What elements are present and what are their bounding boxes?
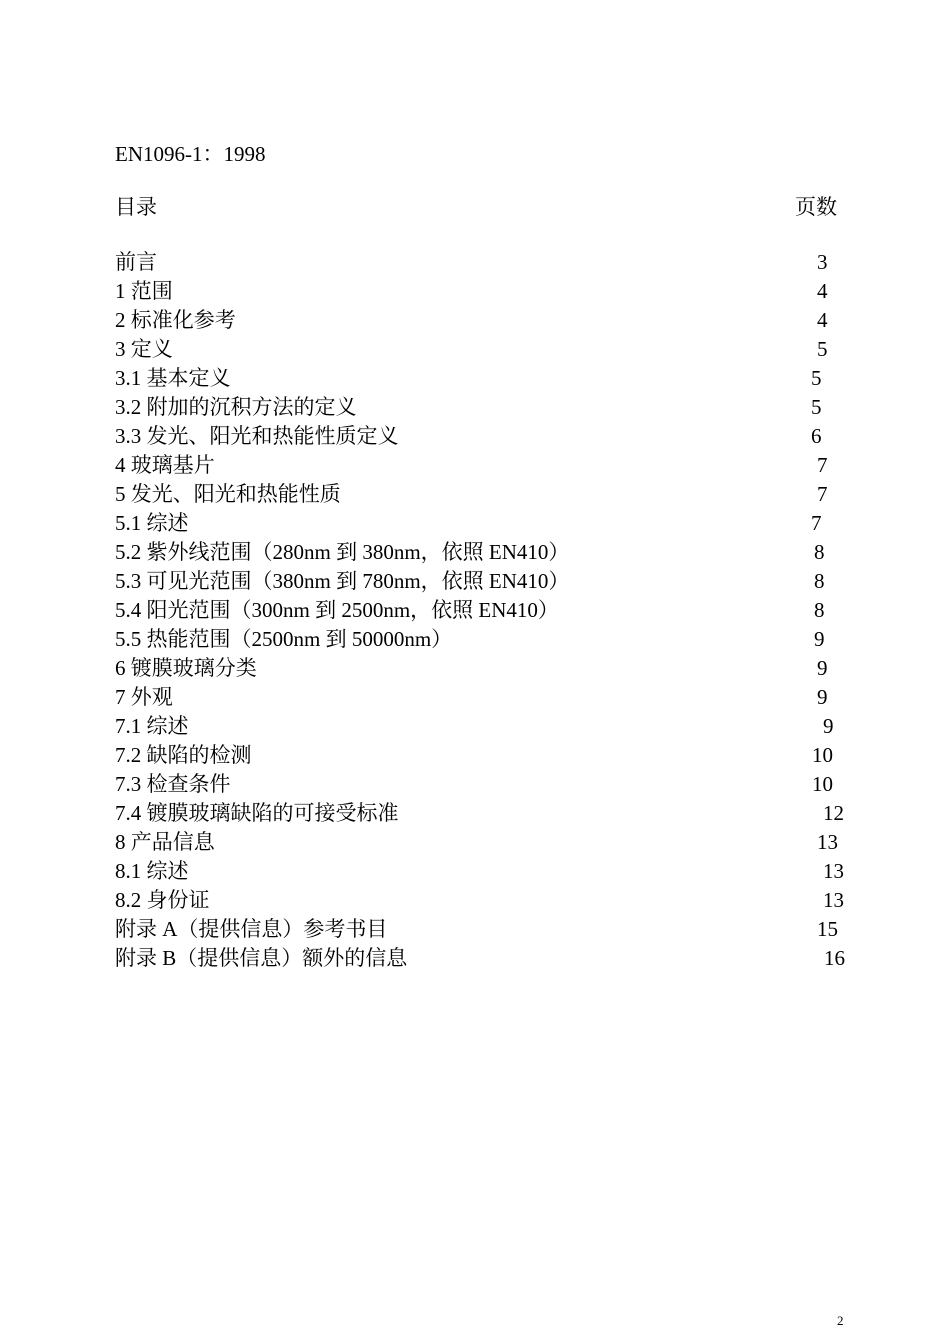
toc-entry: [0, 306, 950, 335]
toc-entry-label: 前言: [115, 250, 157, 274]
toc-entry-page: 9: [823, 714, 834, 738]
toc-entry-page: 7: [817, 453, 828, 477]
toc-entry-label: 8.2 身份证: [115, 888, 210, 912]
toc-entry-label: 7.4 镀膜玻璃缺陷的可接受标准: [115, 801, 399, 825]
toc-entry: [0, 741, 950, 770]
toc-entry: [0, 567, 950, 596]
toc-entry-page: 10: [812, 772, 833, 796]
toc-entry-label: 5.1 综述: [115, 511, 189, 535]
toc-entry-page: 8: [814, 540, 825, 564]
toc-entry-label: 3.3 发光、阳光和热能性质定义: [115, 424, 399, 448]
toc-entry-page: 12: [823, 801, 844, 825]
toc-entry-label: 5 发光、阳光和热能性质: [115, 482, 341, 506]
toc-entry-page: 13: [823, 888, 844, 912]
toc-entry: [0, 364, 950, 393]
document-title: EN1096-1：1998: [115, 142, 266, 166]
toc-entry-page: 8: [814, 598, 825, 622]
toc-entry: [0, 857, 950, 886]
toc-entry-page: 7: [817, 482, 828, 506]
toc-entry-page: 4: [817, 279, 828, 303]
toc-heading: 目录: [115, 195, 157, 219]
toc-entry-label: 5.4 阳光范围（300nm 到 2500nm，依照 EN410）: [115, 598, 559, 622]
toc-entry-label: 3 定义: [115, 337, 173, 361]
toc-entry-label: 5.2 紫外线范围（280nm 到 380nm，依照 EN410）: [115, 540, 570, 564]
toc-entry-label: 3.2 附加的沉积方法的定义: [115, 395, 357, 419]
toc-entry-page: 8: [814, 569, 825, 593]
toc-entry-label: 5.3 可见光范围（380nm 到 780nm，依照 EN410）: [115, 569, 570, 593]
toc-entry-page: 5: [811, 366, 822, 390]
toc-entry-page: 5: [811, 395, 822, 419]
page-number: 2: [837, 1313, 844, 1328]
toc-entry: [0, 538, 950, 567]
toc-entry-page: 13: [823, 859, 844, 883]
toc-entry-label: 7 外观: [115, 685, 173, 709]
toc-entry: [0, 886, 950, 915]
toc-entry: [0, 596, 950, 625]
toc-entry: [0, 480, 950, 509]
toc-entry-label: 7.2 缺陷的检测: [115, 743, 252, 767]
toc-entry-label: 2 标准化参考: [115, 308, 236, 332]
toc-entry-label: 7.3 检查条件: [115, 772, 231, 796]
toc-entry: [0, 654, 950, 683]
toc-entry-page: 4: [817, 308, 828, 332]
toc-entry-label: 1 范围: [115, 279, 173, 303]
toc-entry-page: 3: [817, 250, 828, 274]
toc-entry-label: 8.1 综述: [115, 859, 189, 883]
toc-entry-label: 3.1 基本定义: [115, 366, 231, 390]
toc-entry-page: 6: [811, 424, 822, 448]
toc-entry: [0, 248, 950, 277]
table-of-contents: [0, 248, 950, 973]
toc-entry-label: 5.5 热能范围（2500nm 到 50000nm）: [115, 627, 453, 651]
toc-entry-page: 10: [812, 743, 833, 767]
toc-entry-label: 附录 B（提供信息）额外的信息: [115, 946, 408, 970]
page-column-heading: 页数: [795, 195, 837, 219]
toc-entry: [0, 799, 950, 828]
toc-entry-label: 6 镀膜玻璃分类: [115, 656, 257, 680]
toc-entry: [0, 712, 950, 741]
toc-entry: [0, 770, 950, 799]
toc-entry-page: 7: [811, 511, 822, 535]
toc-entry: [0, 683, 950, 712]
toc-entry-page: 16: [824, 946, 845, 970]
toc-entry: [0, 393, 950, 422]
toc-entry-page: 15: [817, 917, 838, 941]
toc-entry: [0, 625, 950, 654]
toc-entry-label: 7.1 综述: [115, 714, 189, 738]
toc-entry-page: 9: [817, 685, 828, 709]
toc-entry: [0, 451, 950, 480]
toc-entry: [0, 277, 950, 306]
toc-entry: [0, 509, 950, 538]
toc-entry-page: 13: [817, 830, 838, 854]
toc-entry-label: 附录 A（提供信息）参考书目: [115, 917, 388, 941]
toc-entry: [0, 828, 950, 857]
toc-entry-label: 8 产品信息: [115, 830, 215, 854]
toc-entry-page: 5: [817, 337, 828, 361]
toc-entry-label: 4 玻璃基片: [115, 453, 215, 477]
toc-entry: [0, 944, 950, 973]
toc-entry: [0, 422, 950, 451]
toc-entry: [0, 915, 950, 944]
toc-entry-page: 9: [817, 656, 828, 680]
toc-entry-page: 9: [814, 627, 825, 651]
toc-entry: [0, 335, 950, 364]
